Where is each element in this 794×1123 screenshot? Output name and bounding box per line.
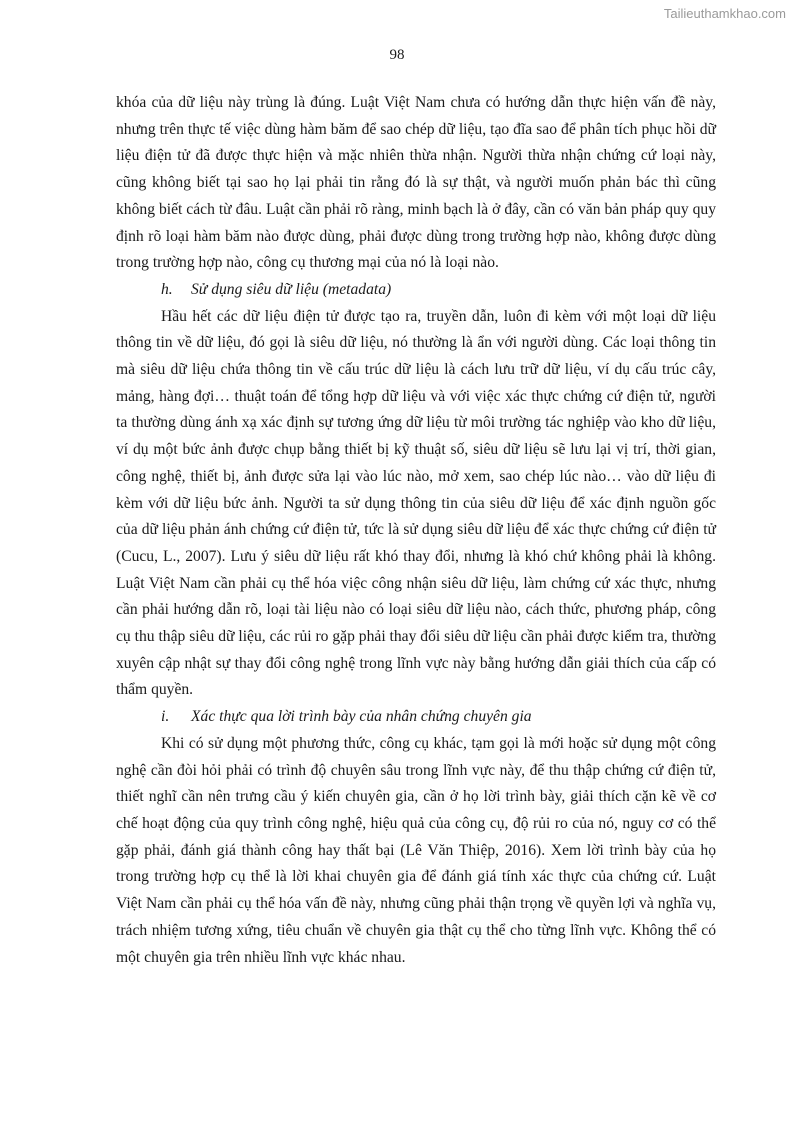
section-heading-i-label: i. [161,708,170,726]
section-heading-h [116,277,716,304]
paragraph-continuation: khóa của dữ liệu này trùng là đúng. Luật Việt Nam chưa có hướng dẫn thực hiện vấn đề này, nhưng trên thực tế việc dùng hàm băm để sao chép dữ liệu, tạo đĩa sao để phân tích phục hồi dữ liệu điện tử đã được thực hiện và mặc nhiên thừa nhận. Người thừa nhận chứng cứ loại này, cũng không biết tại sao họ lại phải tin rằng đó là sự thật, và người muốn phản bác thì cũng không biết cách từ đâu. Luật cần phải rõ ràng, minh bạch là ở đây, cần có văn bản pháp quy quy định rõ loại hàm băm nào được dùng, phải được dùng trong trường hợp nào, không được dùng trong trường hợp nào, công cụ thương mại của nó là loại nào. [116,94,716,272]
page-number: 98 [389,47,405,63]
paragraph-expert-witness: Khi có sử dụng một phương thức, công cụ khác, tạm gọi là mới hoặc sử dụng một công nghệ cần đòi hỏi phải có trình độ chuyên sâu trong lĩnh vực này, để thu thập chứng cứ điện tử, thiết nghĩ cần nên trưng cầu ý kiến chuyên gia, cần ở họ lời trình bày, giải thích cặn kẽ về cơ chế hoạt động của quy trình công nghệ, hiệu quả của công cụ, độ rủi ro của nó, nguy cơ có thể gặp phải, đánh giá thành công hay thất bại (Lê Văn Thiệp, 2016). Xem lời trình bày của họ trong trường hợp cụ thể là lời khai chuyên gia để đánh giá tính xác thực của chứng cứ. Luật Việt Nam cần phải cụ thể hóa vấn đề này, nhưng cũng phải thận trọng về quyền lợi và nghĩa vụ, trách nhiệm tương xứng, tiêu chuẩn về chuyên gia thật cụ thể cho từng lĩnh vực. Không thể có một chuyên gia trên nhiều lĩnh vực khác nhau. [116,734,716,966]
section-heading-h-label: h. [161,280,173,298]
watermark: Tailieuthamkhao.com [663,6,786,21]
paragraph-metadata: Hầu hết các dữ liệu điện tử được tạo ra, truyền dẫn, luôn đi kèm với một loại dữ liệu thông tin về dữ liệu, đó gọi là siêu dữ liệu, nó thường là ẩn với người dùng. Các loại thông tin mà siêu dữ liệu chứa thông tin về cấu trúc dữ liệu là cách lưu trữ dữ liệu, ví dụ cấu trúc cây, mảng, hàng đợi… thuật toán để tổng hợp dữ liệu và với việc xác thực chứng cứ điện tử, người ta thường dùng ánh xạ xác định sự tương ứng dữ liệu từ môi trường tác nghiệp vào kho dữ liệu, ví dụ một bức ảnh được chụp bằng thiết bị kỹ thuật số, siêu dữ liệu sẽ lưu lại vị trí, thời gian, công nghệ, thiết bị, ảnh được sửa lại vào lúc nào, mở xem, sao chép lúc nào… vào dữ liệu đi kèm với dữ liệu bức ảnh. Người ta sử dụng thông tin của siêu dữ liệu để xác định nguồn gốc của dữ liệu phản ánh chứng cứ điện tử, tức là sử dụng siêu dữ liệu để xác thực chứng cứ điện tử (Cucu, L., 2007). Lưu ý siêu dữ liệu rất khó thay đổi, nhưng là khó chứ không phải là không. Luật Việt Nam cần phải cụ thể hóa việc công nhận siêu dữ liệu, làm chứng cứ xác thực, nhưng cần phải hướng dẫn rõ, loại tài liệu nào có loại siêu dữ liệu nào, cách thức, phương pháp, công cụ thu thập siêu dữ liệu, các rủi ro gặp phải thay đổi siêu dữ liệu cần phải được kiểm tra, thường xuyên cập nhật sự thay đổi công nghệ trong lĩnh vực này bằng hướng dẫn giải thích của cấp có thẩm quyền. [116,307,716,699]
section-heading-h-title: Sử dụng siêu dữ liệu (metadata) [191,280,392,298]
section-heading-i-title: Xác thực qua lời trình bày của nhân chứng chuyên gia [191,708,532,726]
document-body [116,90,716,971]
section-heading-i [116,704,716,731]
